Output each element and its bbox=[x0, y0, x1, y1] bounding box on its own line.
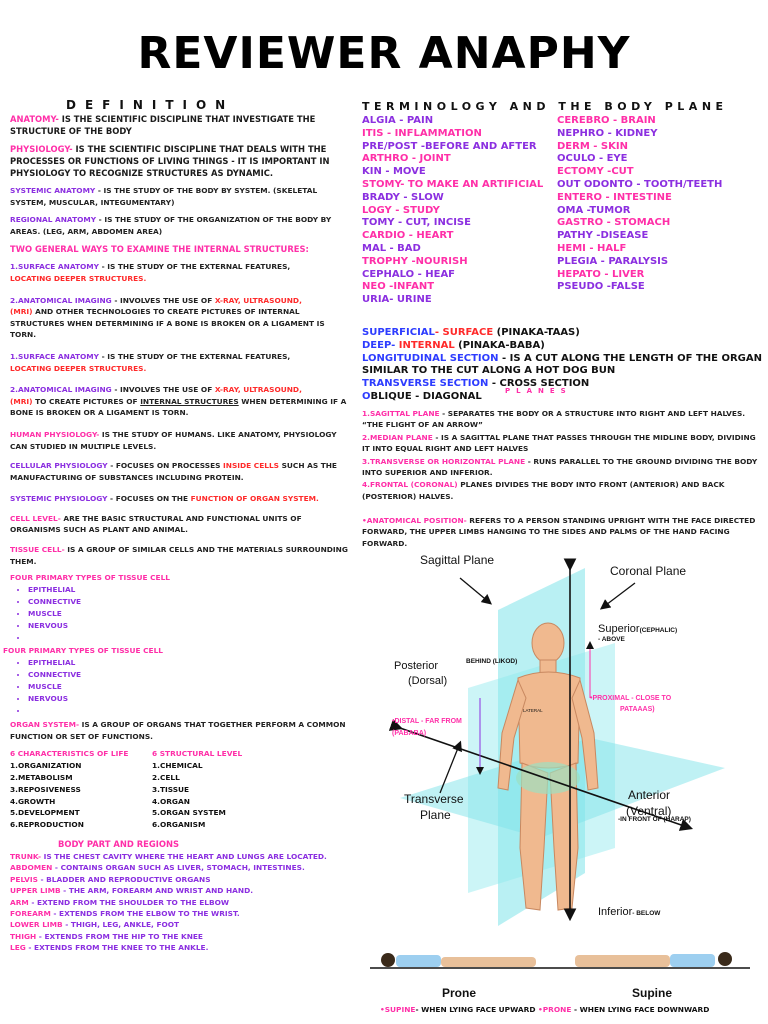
terminology-list bbox=[362, 115, 762, 307]
list-item: ABDOMEN - CONTAINS ORGAN SUCH AS LIVER, STOMACH, INTESTINES. bbox=[10, 863, 305, 873]
coronal-label: Coronal Plane bbox=[610, 564, 687, 578]
terms-column-2 bbox=[557, 115, 752, 307]
term-item: PRE/POST -BEFORE AND AFTER bbox=[362, 140, 537, 152]
ventral-label: (Ventral) bbox=[626, 804, 672, 818]
posterior-label: Posterior bbox=[394, 660, 439, 672]
pababa-label: (PABABA) bbox=[392, 730, 427, 737]
four-types-heading-2: FOUR PRIMARY TYPES OF TISSUE CELL bbox=[3, 646, 164, 656]
term-item: BRADY - SLOW bbox=[362, 191, 444, 203]
body-planes-figure bbox=[380, 548, 760, 938]
term-item: DERM - SKIN bbox=[557, 140, 628, 152]
term-item: ECTOMY -CUT bbox=[557, 166, 634, 178]
term-item: HEMI - HALF bbox=[557, 242, 627, 254]
supine-figure bbox=[575, 952, 732, 967]
position-definitions: •SUPINE- WHEN LYING FACE UPWARD •PRONE - WHEN LYING FACE DOWNWARD bbox=[380, 1005, 710, 1014]
definition-column bbox=[3, 113, 352, 954]
term-item: LOGY - STUDY bbox=[362, 204, 440, 216]
inferior-label: Inferior- BELOW bbox=[598, 906, 661, 918]
behind-label: BEHIND (LIKOD) bbox=[466, 658, 518, 665]
anterior-label: Anterior bbox=[628, 788, 671, 802]
term-item: TROPHY -NOURISH bbox=[362, 255, 468, 267]
transverse-plane-label-2: Plane bbox=[420, 808, 451, 822]
lying-figures bbox=[370, 940, 750, 980]
definition-heading: DEFINITION bbox=[66, 98, 235, 112]
term-item: TOMY - CUT, INCISE bbox=[362, 217, 471, 229]
cellular-physiology: CELLULAR PHYSIOLOGY - FOCUSES ON PROCESSES INSIDE CELLS SUCH AS THE MANUFACTURING OF SUBSTANCES INCLUDING PROTEIN. bbox=[10, 461, 337, 482]
median-def: 2.MEDIAN PLANE - IS A SAGITTAL PLANE THAT PASSES THROUGH THE MIDLINE BODY, DIVIDING IT INTO EQUAL RIGHT AND LEFT HALVES bbox=[362, 432, 756, 454]
surface-anatomy-1: 1.SURFACE ANATOMY - IS THE STUDY OF THE EXTERNAL FEATURES, LOCATING DEEPER STRUCTURES. bbox=[10, 262, 291, 283]
four-types-heading-1: FOUR PRIMARY TYPES OF TISSUE CELL bbox=[10, 573, 171, 583]
anatomical-imaging-1: 2.ANATOMICAL IMAGING - INVOLVES THE USE OF X-RAY, ULTRASOUND, (MRI) AND OTHER TECHNOLOGIES TO CREATE PICTURES OF INTERNAL STRUCTURES WHEN DETERMINING IF A BONE IS BROKEN OR A LIGAMENT IS TORN. bbox=[10, 295, 325, 340]
body-parts-heading: BODY PART AND REGIONS bbox=[58, 839, 180, 850]
term-item: MAL - BAD bbox=[362, 242, 421, 254]
structural-column: 6 STRUCTURAL LEVEL 1.CHEMICAL 2.CELL 3.TISSUE 4.ORGAN 5.ORGAN SYSTEM 6.ORGANISM bbox=[152, 749, 243, 830]
list-item: • EPITHELIAL bbox=[28, 584, 352, 596]
list-item bbox=[28, 632, 352, 642]
term-item: URIA- URINE bbox=[362, 294, 432, 306]
term-item: CEPHALO - HEAF bbox=[362, 268, 456, 280]
in-front-label: -IN FRONT OF (HARAP) bbox=[618, 816, 691, 823]
lateral-label: LATERAL bbox=[523, 708, 543, 713]
transverse-def: 3.TRANSVERSE OR HORIZONTAL PLANE - RUNS PARALLEL TO THE GROUND DIVIDING THE BODY INTO SUPERIOR AND INFERIOR. bbox=[362, 456, 758, 478]
tissue-cell: TISSUE CELL- IS A GROUP OF SIMILAR CELLS AND THE MATERIALS SURROUNDING THEM. bbox=[10, 545, 348, 566]
sagittal-def: 1.SAGITTAL PLANE - SEPARATES THE BODY OR A STRUCTURE INTO RIGHT AND LEFT HALVES. “THE FLIGHT OF AN ARROW” bbox=[362, 409, 746, 430]
anatomy-definition: ANATOMY- IS THE SCIENTIFIC DISCIPLINE THAT INVESTIGATE THE STRUCTURE OF THE BODY bbox=[10, 114, 316, 136]
transverse-line: TRANSVERSE SECTION - CROSS SECTION bbox=[362, 378, 590, 390]
term-item: NEO -INFANT bbox=[362, 281, 435, 293]
term-item: ARTHRO - JOINT bbox=[362, 153, 451, 165]
deep-line: DEEP- INTERNAL (PINAKA-BABA) bbox=[362, 339, 545, 351]
superior-label: Superior(CEPHALIC) bbox=[598, 623, 678, 635]
term-item: ALGIA - PAIN bbox=[362, 115, 434, 126]
tissue-list-1 bbox=[10, 584, 352, 642]
list-item: LOWER LIMB - THIGH, LEG, ANKLE, FOOT bbox=[10, 920, 180, 930]
list-item: • NERVOUS bbox=[28, 693, 352, 705]
term-item: PLEGIA - PARALYSIS bbox=[557, 255, 669, 267]
systemic-anatomy-definition: SYSTEMIC ANATOMY - IS THE STUDY OF THE BODY BY SYSTEM. (SKELETAL SYSTEM, MUSCULAR, INTEGUMENTARY) bbox=[10, 186, 318, 207]
term-item: OCULO - EYE bbox=[557, 153, 628, 165]
list-item: UPPER LIMB - THE ARM, FOREARM AND WRIST AND HAND. bbox=[10, 886, 254, 896]
planes-heading: PLANES bbox=[505, 387, 572, 395]
oblique-line: OBLIQUE - DIAGONAL bbox=[362, 390, 482, 402]
term-item: GASTRO - STOMACH bbox=[557, 217, 671, 229]
list-item: • EPITHELIAL bbox=[28, 657, 352, 669]
two-ways-heading: TWO GENERAL WAYS TO EXAMINE THE INTERNAL STRUCTURES: bbox=[10, 244, 309, 255]
organ-system: ORGAN SYSTEM- IS A GROUP OF ORGANS THAT TOGETHER PERFORM A COMMON FUNCTION OR SET OF FUNCTIONS. bbox=[10, 720, 346, 741]
human-physiology: HUMAN PHYSIOLOGY- IS THE STUDY OF HUMANS. LIKE ANATOMY, PHYSIOLOGY CAN STUDIED IN MULTIPLE LEVELS. bbox=[10, 429, 337, 451]
list-item: • MUSCLE bbox=[28, 681, 352, 693]
tissue-list-2 bbox=[10, 657, 352, 715]
term-item: PATHY -DISEASE bbox=[557, 230, 649, 242]
terminology-heading: TERMINOLOGY AND THE BODY PLANE bbox=[362, 100, 728, 113]
list-item: • NERVOUS bbox=[28, 620, 352, 632]
cell-level: CELL LEVEL- ARE THE BASIC STRUCTURAL AND FUNCTIONAL UNITS OF ORGANISMS SUCH AS PLANT AND ANIMAL. bbox=[10, 513, 302, 535]
term-item: OMA -TUMOR bbox=[557, 204, 631, 216]
page-title: REVIEWER ANAPHY bbox=[137, 28, 631, 79]
term-item: STOMY- TO MAKE AN ARTIFICIAL bbox=[362, 178, 544, 190]
term-item: ENTERO - INTESTINE bbox=[557, 191, 672, 203]
term-item: KIN - MOVE bbox=[362, 166, 426, 178]
list-item bbox=[28, 705, 352, 715]
list-item: TRUNK- IS THE CHEST CAVITY WHERE THE HEART AND LUNGS ARE LOCATED. bbox=[10, 852, 327, 862]
list-item: ARM - EXTEND FROM THE SHOULDER TO THE ELBOW bbox=[10, 897, 230, 907]
list-item: PELVIS - BLADDER AND REPRODUCTIVE ORGANS bbox=[10, 874, 211, 884]
distal-label: •DISTAL - FAR FROM bbox=[392, 718, 462, 725]
term-item: ITIS - INFLAMMATION bbox=[362, 127, 482, 139]
term-item: CEREBRO - BRAIN bbox=[557, 115, 656, 126]
systemic-physiology: SYSTEMIC PHYSIOLOGY - FOCUSES ON THE FUNCTION OF ORGAN SYSTEM. bbox=[10, 494, 319, 504]
body-parts-list bbox=[10, 851, 352, 954]
plane-definitions bbox=[362, 408, 762, 503]
term-item: OUT ODONTO - TOOTH/TEETH bbox=[557, 178, 723, 190]
above-label: - ABOVE bbox=[598, 636, 625, 643]
sagittal-label: Sagittal Plane bbox=[420, 553, 495, 567]
term-item: PSEUDO -FALSE bbox=[557, 281, 645, 293]
list-item: FOREARM - EXTENDS FROM THE ELBOW TO THE WRIST. bbox=[10, 909, 240, 919]
dorsal-label: (Dorsal) bbox=[408, 675, 448, 687]
levels-table bbox=[10, 748, 352, 831]
list-item: LEG - EXTENDS FROM THE KNEE TO THE ANKLE. bbox=[10, 943, 209, 953]
prone-supine-figure bbox=[370, 940, 750, 1000]
list-item: • CONNECTIVE bbox=[28, 596, 352, 608]
prone-label: Prone bbox=[442, 986, 477, 1000]
proximal-label: •PROXIMAL - CLOSE TO bbox=[590, 695, 672, 702]
regional-anatomy-definition: REGIONAL ANATOMY - IS THE STUDY OF THE ORGANIZATION OF THE BODY BY AREAS. (LEG, ARM, ABDOMEN AREA) bbox=[10, 215, 332, 236]
anatomical-imaging-2: 2.ANATOMICAL IMAGING - INVOLVES THE USE OF X-RAY, ULTRASOUND, (MRI) TO CREATE PICTURES OF INTERNAL STRUCTURES WHEN DETERMINING IF A BONE IS BROKEN OR A LIGAMENT IS TORN. bbox=[10, 385, 347, 418]
term-item: NEPHRO - KIDNEY bbox=[557, 127, 658, 139]
superficial-line: SUPERFICIAL- SURFACE (PINAKA-TAAS) bbox=[362, 327, 580, 338]
term-item: CARDIO - HEART bbox=[362, 230, 454, 242]
prone-figure bbox=[381, 953, 536, 967]
physiology-definition: PHYSIOLOGY- IS THE SCIENTIFIC DISCIPLINE THAT DEALS WITH THE PROCESSES OR FUNCTIONS OF LIVING THINGS - IT IS IMPORTANT IN PHYSIOLOGY TO RECOGNIZE STRUCTURES AS DYNAMIC. bbox=[10, 144, 330, 178]
transverse-plane-label: Transverse bbox=[404, 792, 464, 806]
list-item: THIGH - EXTENDS FROM THE HIP TO THE KNEE bbox=[10, 931, 203, 941]
longitudinal-line: LONGITUDINAL SECTION - IS A CUT ALONG THE LENGTH OF THE ORGAN SIMILAR TO THE CUT ALONG A HOT DOG BUN bbox=[362, 352, 762, 377]
terms-column-1 bbox=[362, 115, 557, 307]
list-item: • MUSCLE bbox=[28, 608, 352, 620]
term-item: HEPATO - LIVER bbox=[557, 268, 645, 280]
frontal-def: 4.FRONTAL (CORONAL) PLANES DIVIDES THE BODY INTO FRONT (ANTERIOR) AND BACK (POSTERIOR) HALVES. bbox=[362, 480, 725, 501]
characteristics-column: 6 CHARACTERISTICS OF LIFE 1.ORGANIZATION 2.METABOLISM 3.REPOSIVENESS 4.GROWTH 5.DEVELOPMENT 6.REPRODUCTION bbox=[10, 749, 129, 830]
supine-label: Supine bbox=[632, 986, 673, 1000]
list-item: • CONNECTIVE bbox=[28, 669, 352, 681]
surface-anatomy-2: 1.SURFACE ANATOMY - IS THE STUDY OF THE EXTERNAL FEATURES, LOCATING DEEPER STRUCTURES. bbox=[10, 351, 291, 373]
body-planes-illustration bbox=[380, 548, 760, 938]
anatomical-position: •ANATOMICAL POSITION- REFERS TO A PERSON STANDING UPRIGHT WITH THE FACE DIRECTED FORWARD, THE UPPER LIMBS HANGING TO THE SIDES AND PALMS OF THE HAND FACING FORWARD. bbox=[362, 516, 756, 548]
pataaas-label: PATAAAS) bbox=[620, 706, 655, 713]
